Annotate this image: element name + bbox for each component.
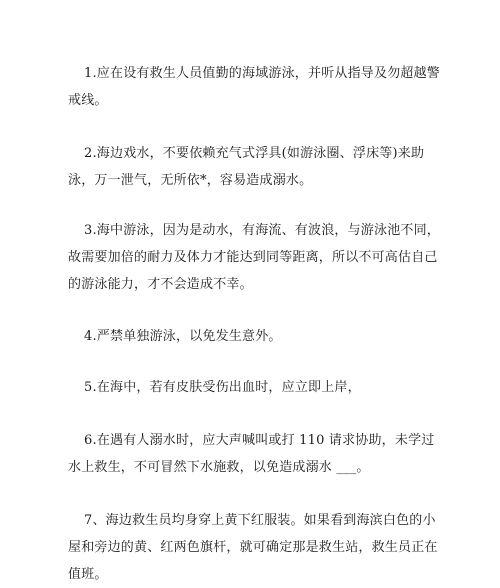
paragraph-1: 1.应在设有救生人员值勤的海域游泳，并听从指导及勿超越警戒线。 bbox=[68, 66, 441, 108]
paragraph-3: 3.海中游泳，因为是动水，有海流、有波浪，与游泳池不同，故需要加倍的耐力及体力才能达到同等距离，所以不可高估自己的游泳能力，才不会造成不幸。 bbox=[68, 223, 441, 292]
paragraph-4: 4.严禁单独游泳，以免发生意外。 bbox=[84, 329, 282, 344]
paragraph-7: 7、海边救生员均身穿上黄下红服装。如果看到海滨白色的小屋和旁边的黄、红两色旗杆，就可确定那是救生站，救生员正在值班。 bbox=[68, 513, 438, 582]
paragraph-2: 2.海边戏水，不要依赖充气式浮具(如游泳圈、浮床等)来助泳，万一泄气，无所依*，容易造成溺水。 bbox=[68, 146, 425, 188]
paragraph-6: 6.在遇有人溺水时，应大声喊叫或打 110 请求协助，未学过水上救生，不可冒然下水施救，以免造成溺水 ___。 bbox=[68, 433, 435, 475]
paragraph-5: 5.在海中，若有皮肤受伤出血时，应立即上岸， bbox=[84, 380, 361, 395]
